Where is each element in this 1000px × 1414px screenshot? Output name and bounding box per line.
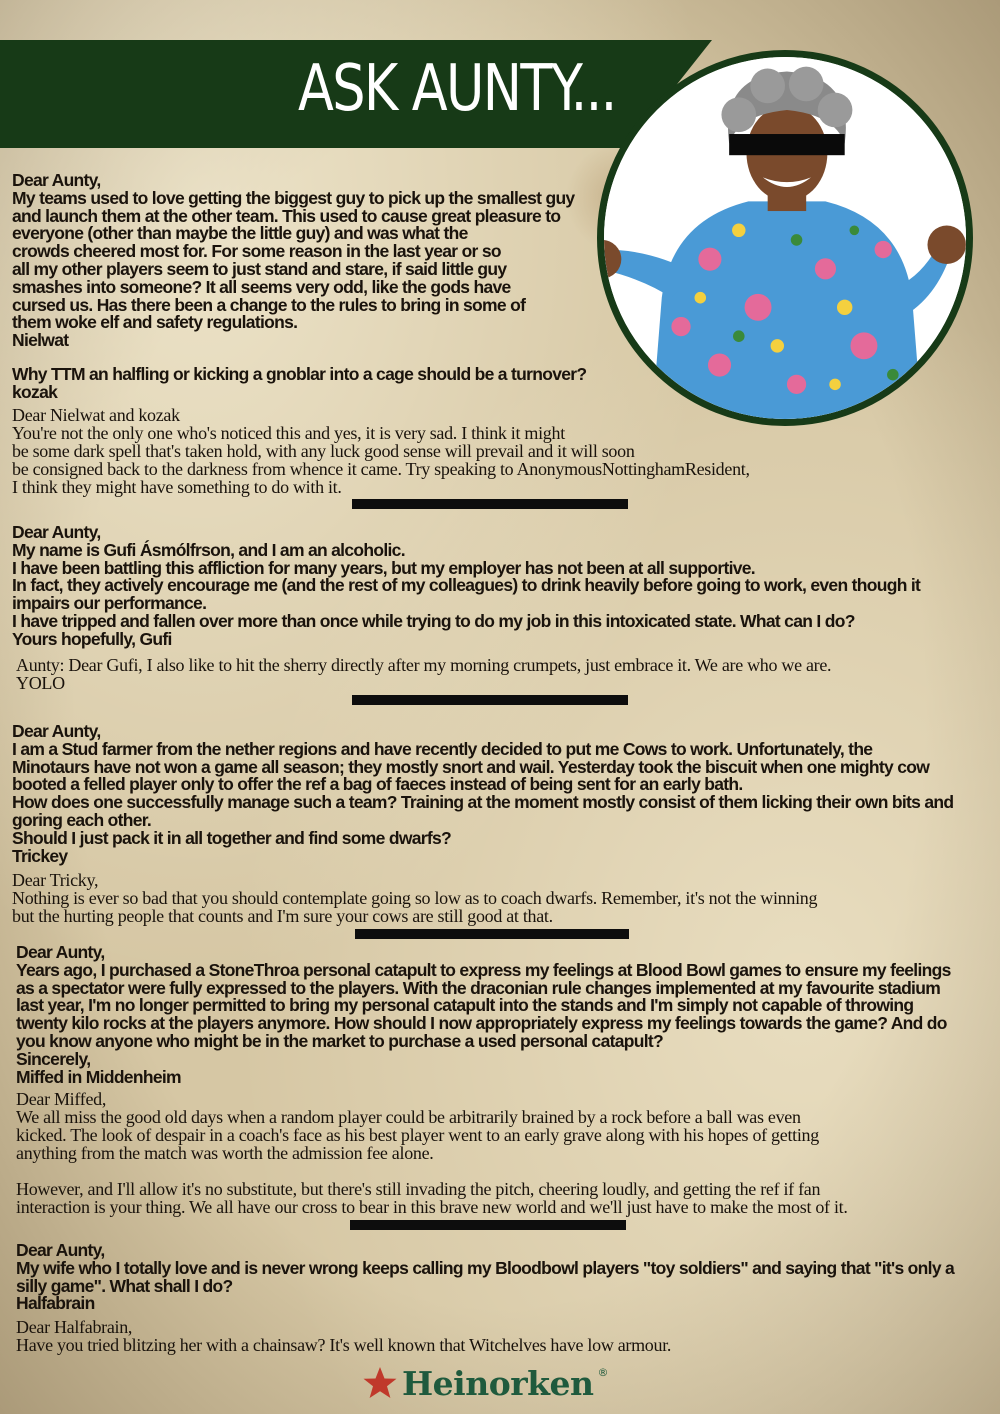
letter-1-answer <box>12 406 750 496</box>
text-line: kicked. The look of despair in a coach's face as his best player went to an early grave along with his hopes of getting <box>16 1125 819 1145</box>
text-line: booted a felled player only to offer the ref a bag of faeces instead of being sent for an early bath. <box>12 774 743 795</box>
text-line: cursed us. Has there been a change to the rules to bring in some of <box>12 294 526 315</box>
page-title: ASK AUNTY... <box>298 52 616 126</box>
text-line: Should I just pack it in all together and find some dwarfs? <box>12 827 452 848</box>
registered-mark: ® <box>597 1366 609 1379</box>
text-line: I have tripped and fallen over more than once while trying to do my job in this intoxicated state. What can I do? <box>12 610 855 631</box>
aunty-photo <box>597 50 973 426</box>
text-line: My name is Gufi Ásmólfrson, and I am an alcoholic. <box>12 539 405 560</box>
text-line: last year, I'm no longer permitted to bring my personal catapult into the stands and I'm simply not capable of throwing <box>16 995 914 1016</box>
text-line: Why TTM an halfling or kicking a gnoblar into a cage should be a turnover? <box>12 364 587 384</box>
section-divider <box>350 1220 626 1230</box>
text-line: How does one successfully manage such a team? Training at the moment mostly consist of them licking their own bits and <box>12 792 954 813</box>
text-line: kozak <box>12 381 58 402</box>
text-line: My teams used to love getting the biggest guy to pick up the smallest guy <box>12 187 575 208</box>
letter-3-answer <box>12 871 817 925</box>
text-line: Dear Aunty, <box>12 522 101 542</box>
text-line: I have been battling this affliction for many years, but my employer has not been at all supportive. <box>12 557 755 578</box>
letter-1 <box>12 172 574 350</box>
text-line: Nothing is ever so bad that you should contemplate going so low as to coach dwarfs. Remember, it's not the winning <box>12 888 818 908</box>
text-line: Dear Tricky, <box>12 870 99 890</box>
text-line: Trickey <box>12 845 68 866</box>
text-line: all my other players seem to just stand and stare, if said little guy <box>12 258 507 279</box>
text-line: crowds cheered most for. For some reason in the last year or so <box>12 241 501 262</box>
text-line: Yours hopefully, Gufi <box>12 628 172 649</box>
logo-text: Heinorken <box>402 1363 594 1403</box>
text-line: but the hurting people that counts and I'm sure your cows are still good at that. <box>12 906 553 926</box>
text-line: Have you tried blitzing her with a chainsaw? It's well known that Witchelves have low armour. <box>16 1335 672 1355</box>
text-line: everyone (other than maybe the little guy) and was what the <box>12 223 468 244</box>
text-line: silly game". What shall I do? <box>16 1275 233 1296</box>
text-line: and launch them at the other team. This used to cause great pleasure to <box>12 205 561 226</box>
letter-1-reply <box>12 406 750 496</box>
text-line: Years ago, I purchased a StoneThroa personal catapult to express my feelings at Blood Bowl games to ensure my feelings <box>16 959 951 980</box>
letter-4-question <box>16 944 951 1086</box>
text-line: Dear Aunty, <box>16 942 105 962</box>
text-line: However, and I'll allow it's no substitute, but there's still invading the pitch, cheering loudly, and getting the ref if fan <box>16 1179 821 1199</box>
text-line: anything from the match was worth the admission fee alone. <box>16 1143 434 1163</box>
letter-4-answer-2 <box>16 1180 848 1216</box>
text-line: Sincerely, <box>16 1048 91 1069</box>
text-line: You're not the only one who's noticed this and yes, it is very sad. I think it might <box>12 423 565 443</box>
section-divider <box>352 695 628 705</box>
letter-1b-question <box>12 366 586 402</box>
text-line: smashes into someone? It all seems very odd, like the gods have <box>12 276 511 297</box>
text-line: you know anyone who might be in the market to purchase a used personal catapult? <box>16 1030 664 1051</box>
section-divider <box>352 499 628 509</box>
text-line: In fact, they actively encourage me (and the rest of my colleagues) to drink heavily before going to work, even though it <box>12 575 921 596</box>
letter-4-answer <box>16 1090 819 1162</box>
letter-3 <box>12 723 953 865</box>
letter-1b <box>12 366 586 402</box>
text-line: Dear Miffed, <box>16 1089 107 1109</box>
text-line: be consigned back to the darkness from whence it came. Try speaking to AnonymousNottinghamResident, <box>12 459 750 479</box>
star-icon <box>362 1365 398 1401</box>
letter-2-reply <box>16 656 831 692</box>
text-line: goring each other. <box>12 809 152 830</box>
letter-3-reply <box>12 871 817 925</box>
text-line: I think they might have something to do with it. <box>12 477 342 497</box>
text-line: Dear Aunty, <box>12 170 101 190</box>
text-line: twenty kilo rocks at the players anymore. How should I now appropriately express my feelings towards the game? And do <box>16 1013 947 1034</box>
text-line: Dear Halfabrain, <box>16 1317 133 1337</box>
aunty-illustration <box>604 57 966 419</box>
letter-5-reply <box>16 1318 671 1354</box>
text-line: impairs our performance. <box>12 593 207 614</box>
text-line: interaction is your thing. We all have our cross to bear in this brave new world and we'll just have to make the most of it. <box>16 1197 848 1217</box>
letter-2-answer <box>16 656 831 692</box>
text-line: Dear Aunty, <box>12 721 101 741</box>
text-line: Aunty: Dear Gufi, I also like to hit the sherry directly after my morning crumpets, just embrace it. We are who we are. <box>16 655 832 675</box>
heinorken-logo <box>362 1362 608 1404</box>
letter-5-question <box>16 1242 954 1313</box>
letter-5 <box>16 1242 954 1313</box>
text-line: My wife who I totally love and is never wrong keeps calling my Bloodbowl players "toy soldiers" and saying that "it's only a <box>16 1257 955 1278</box>
text-line: Minotaurs have not won a game all season; they mostly snort and wail. Yesterday took the biscuit when one mighty cow <box>12 756 930 777</box>
text-line: be some dark spell that's taken hold, with any luck good sense will prevail and it will soon <box>12 441 635 461</box>
text-line: YOLO <box>16 673 65 693</box>
section-divider <box>355 929 629 939</box>
letter-4 <box>16 944 951 1086</box>
text-line: Halfabrain <box>16 1293 95 1314</box>
text-line: Dear Aunty, <box>16 1240 105 1260</box>
text-line: Nielwat <box>12 330 69 351</box>
text-line: Miffed in Middenheim <box>16 1066 181 1087</box>
text-line: We all miss the good old days when a random player could be arbitrarily brained by a rock before a ball was even <box>16 1107 801 1127</box>
letter-1-question <box>12 172 574 350</box>
text-line: I am a Stud farmer from the nether regions and have recently decided to put me Cows to work. Unfortunately, the <box>12 738 873 759</box>
letter-4-reply <box>16 1090 819 1162</box>
text-line: Dear Nielwat and kozak <box>12 405 180 425</box>
letter-4-reply-2 <box>16 1180 848 1216</box>
text-line: them woke elf and safety regulations. <box>12 312 298 333</box>
letter-2 <box>12 524 920 649</box>
letter-3-question <box>12 723 953 865</box>
text-line: as a spectator were fully expressed to the players. With the draconian rule changes implemented at my favourite stadium <box>16 977 941 998</box>
letter-2-question <box>12 524 920 649</box>
letter-5-answer <box>16 1318 671 1354</box>
